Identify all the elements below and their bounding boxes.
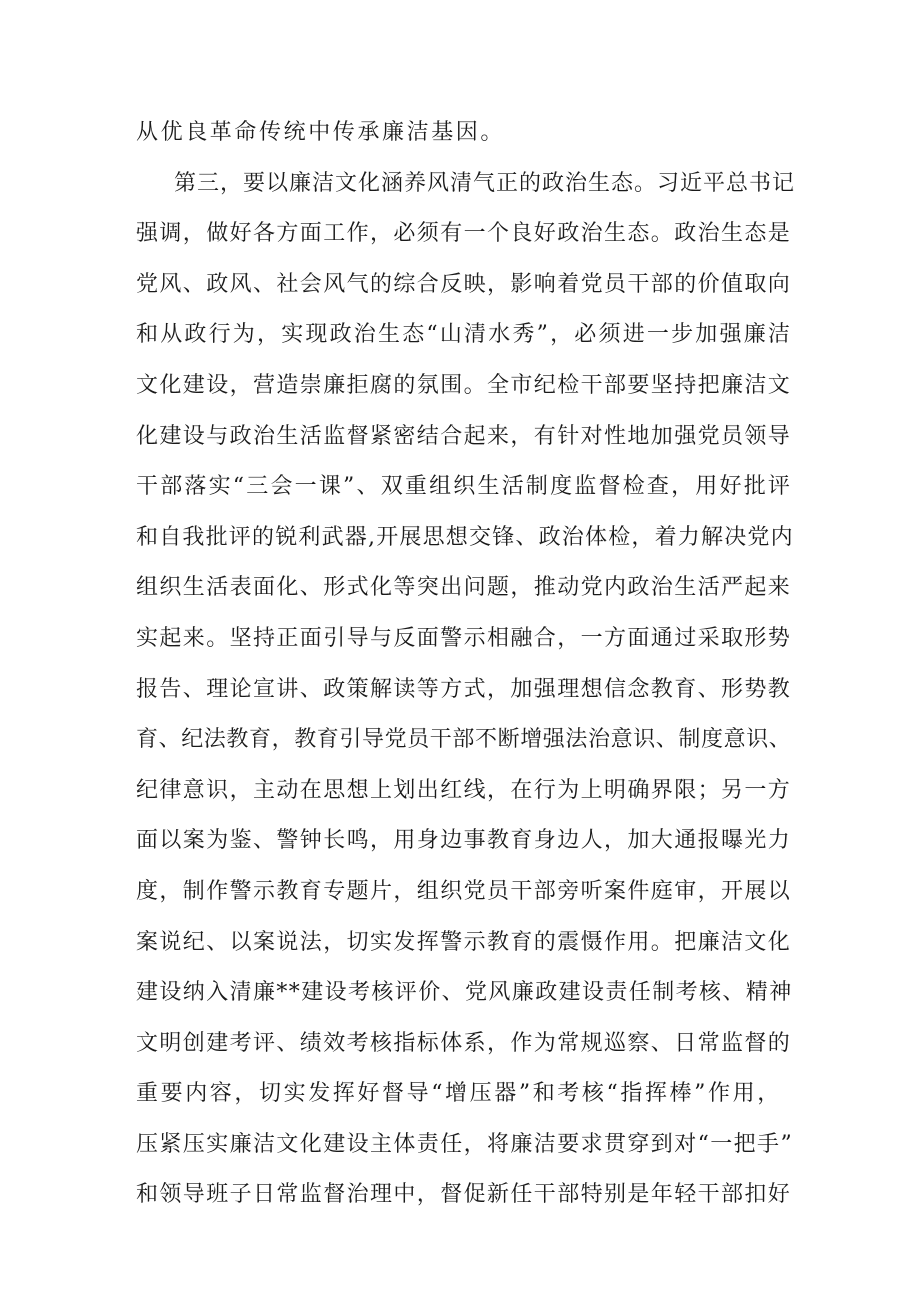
text-line: 和自我批评的锐利武器,开展思想交锋、政治体检，着力解决党内 xyxy=(136,524,794,550)
text-line: 度，制作警示教育专题片，组织党员干部旁听案件庭审，开展以 xyxy=(136,878,792,904)
text-line: 压紧压实廉洁文化建设主体责任，将廉洁要求贯穿到对“一把手” xyxy=(136,1131,794,1157)
text-line: 和领导班子日常监督治理中，督促新任干部特别是年轻干部扣好 xyxy=(136,1182,792,1208)
text-line: 重要内容，切实发挥好督导“增压器”和考核“指挥棒”作用， xyxy=(136,1081,782,1107)
text-line: 纪律意识，主动在思想上划出红线，在行为上明确界限；另一方 xyxy=(136,777,792,803)
body-text xyxy=(136,108,796,1221)
text-line: 化建设与政治生活监督紧密结合起来，有针对性地加强党员领导 xyxy=(136,423,792,449)
text-line: 干部落实“三会一课”、双重组织生活制度监督检查，用好批评 xyxy=(136,474,793,500)
text-line: 文化建设，营造崇廉拒腐的氛围。全市纪检干部要坚持把廉洁文 xyxy=(136,372,792,398)
text-line: 和从政行为，实现政治生态“山清水秀”，必须进一步加强廉洁 xyxy=(136,322,793,348)
text-line: 育、纪法教育，教育引导党员干部不断增强法治意识、制度意识、 xyxy=(136,727,792,753)
text-line: 建设纳入清廉**建设考核评价、党风廉政建设责任制考核、精神 xyxy=(136,980,793,1006)
paragraph-first-line: 第三，要以廉洁文化涵养风清气正的政治生态。习近平总书记 xyxy=(174,170,796,196)
text-line: 案说纪、以案说法，切实发挥警示教育的震慑作用。把廉洁文化 xyxy=(136,929,792,955)
text-line: 从优良革命传统中传承廉洁基因。 xyxy=(136,120,506,145)
text-line: 实起来。坚持正面引导与反面警示相融合，一方面通过采取形势 xyxy=(136,625,792,651)
text-line: 面以案为鉴、警钟长鸣，用身边事教育身边人，加大通报曝光力 xyxy=(136,828,792,854)
text-line: 强调，做好各方面工作，必须有一个良好政治生态。政治生态是 xyxy=(136,221,792,247)
text-line: 报告、理论宣讲、政策解读等方式，加强理想信念教育、形势教 xyxy=(136,676,792,702)
text-line: 组织生活表面化、形式化等突出问题，推动党内政治生活严起来 xyxy=(136,575,792,601)
text-line: 党风、政风、社会风气的综合反映，影响着党员干部的价值取向 xyxy=(136,271,792,297)
text-line: 文明创建考评、绩效考核指标体系，作为常规巡察、日常监督的 xyxy=(136,1030,792,1056)
